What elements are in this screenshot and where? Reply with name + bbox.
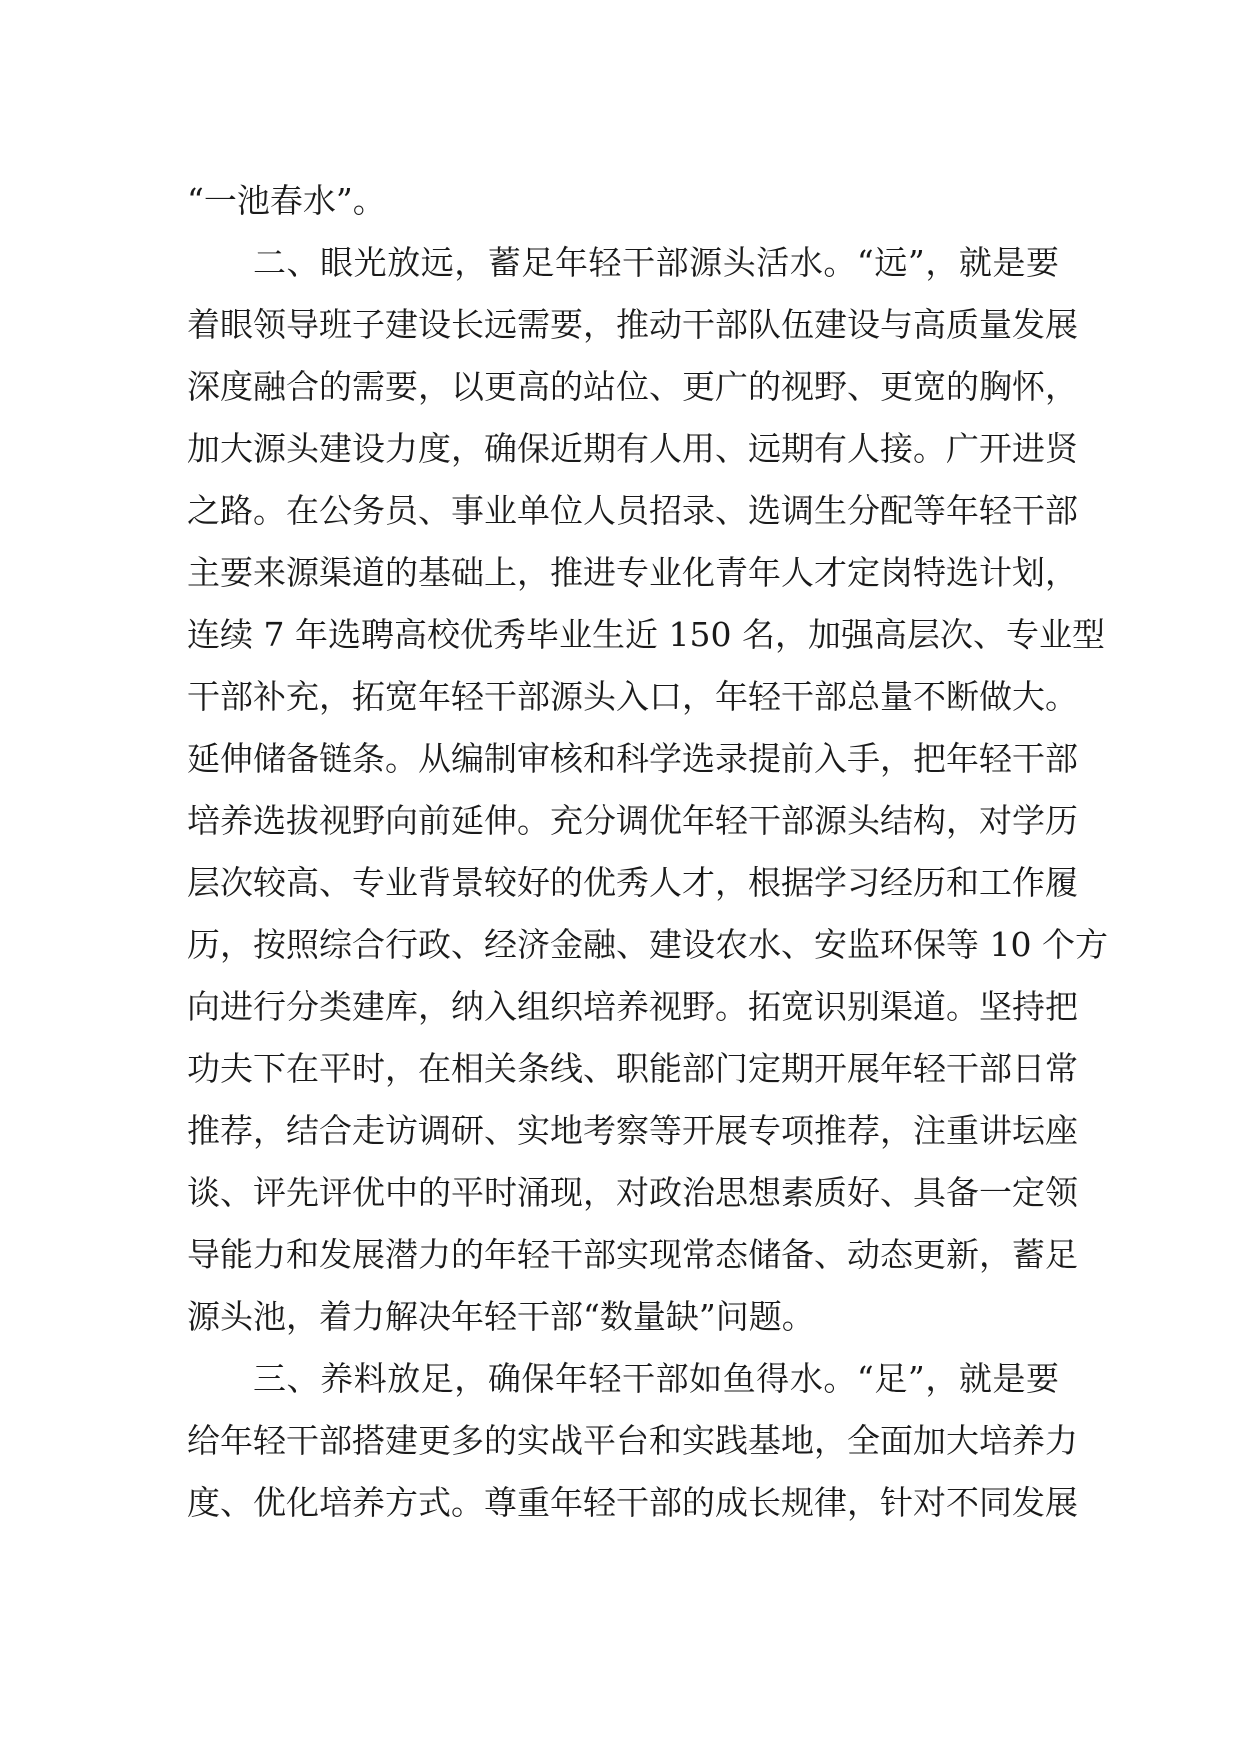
text-line: 谈、评先评优中的平时涌现，对政治思想素质好、具备一定领 [187, 1173, 1078, 1212]
text-line: 延伸储备链条。从编制审核和科学选录提前入手，把年轻干部 [187, 739, 1078, 778]
text-line: 功夫下在平时，在相关条线、职能部门定期开展年轻干部日常 [187, 1049, 1078, 1088]
text-line: 导能力和发展潜力的年轻干部实现常态储备、动态更新，蓄足 [187, 1235, 1078, 1274]
text-line: 主要来源渠道的基础上，推进专业化青年人才定岗特选计划， [187, 553, 1078, 592]
text-line: 干部补充，拓宽年轻干部源头入口，年轻干部总量不断做大。 [187, 677, 1078, 716]
text-line: 培养选拔视野向前延伸。充分调优年轻干部源头结构，对学历 [187, 801, 1078, 840]
paragraph-heading-line: 二、眼光放远，蓄足年轻干部源头活水。“远”，就是要 [253, 243, 1059, 282]
text-line: 度、优化培养方式。尊重年轻干部的成长规律，针对不同发展 [187, 1483, 1078, 1522]
text-line: 之路。在公务员、事业单位人员招录、选调生分配等年轻干部 [187, 491, 1078, 530]
text-line: 加大源头建设力度，确保近期有人用、远期有人接。广开进贤 [187, 429, 1078, 468]
paragraph-heading-line: 三、养料放足，确保年轻干部如鱼得水。“足”，就是要 [253, 1359, 1059, 1398]
text-line: 着眼领导班子建设长远需要，推动干部队伍建设与高质量发展 [187, 305, 1078, 344]
text-line: 向进行分类建库，纳入组织培养视野。拓宽识别渠道。坚持把 [187, 987, 1078, 1026]
text-line: 历，按照综合行政、经济金融、建设农水、安监环保等 10 个方 [187, 925, 1108, 964]
text-line: 层次较高、专业背景较好的优秀人才，根据学习经历和工作履 [187, 863, 1078, 902]
text-line-end-of-paragraph: 源头池，着力解决年轻干部“数量缺”问题。 [187, 1297, 815, 1336]
document-body [187, 170, 1108, 1534]
text-line: 深度融合的需要，以更高的站位、更广的视野、更宽的胸怀， [187, 367, 1078, 406]
text-line: 给年轻干部搭建更多的实战平台和实践基地，全面加大培养力 [187, 1421, 1078, 1460]
text-line: 连续 7 年选聘高校优秀毕业生近 150 名，加强高层次、专业型 [187, 615, 1105, 654]
text-line-end-of-paragraph: “一池春水”。 [187, 181, 386, 220]
text-line: 推荐，结合走访调研、实地考察等开展专项推荐，注重讲坛座 [187, 1111, 1078, 1150]
